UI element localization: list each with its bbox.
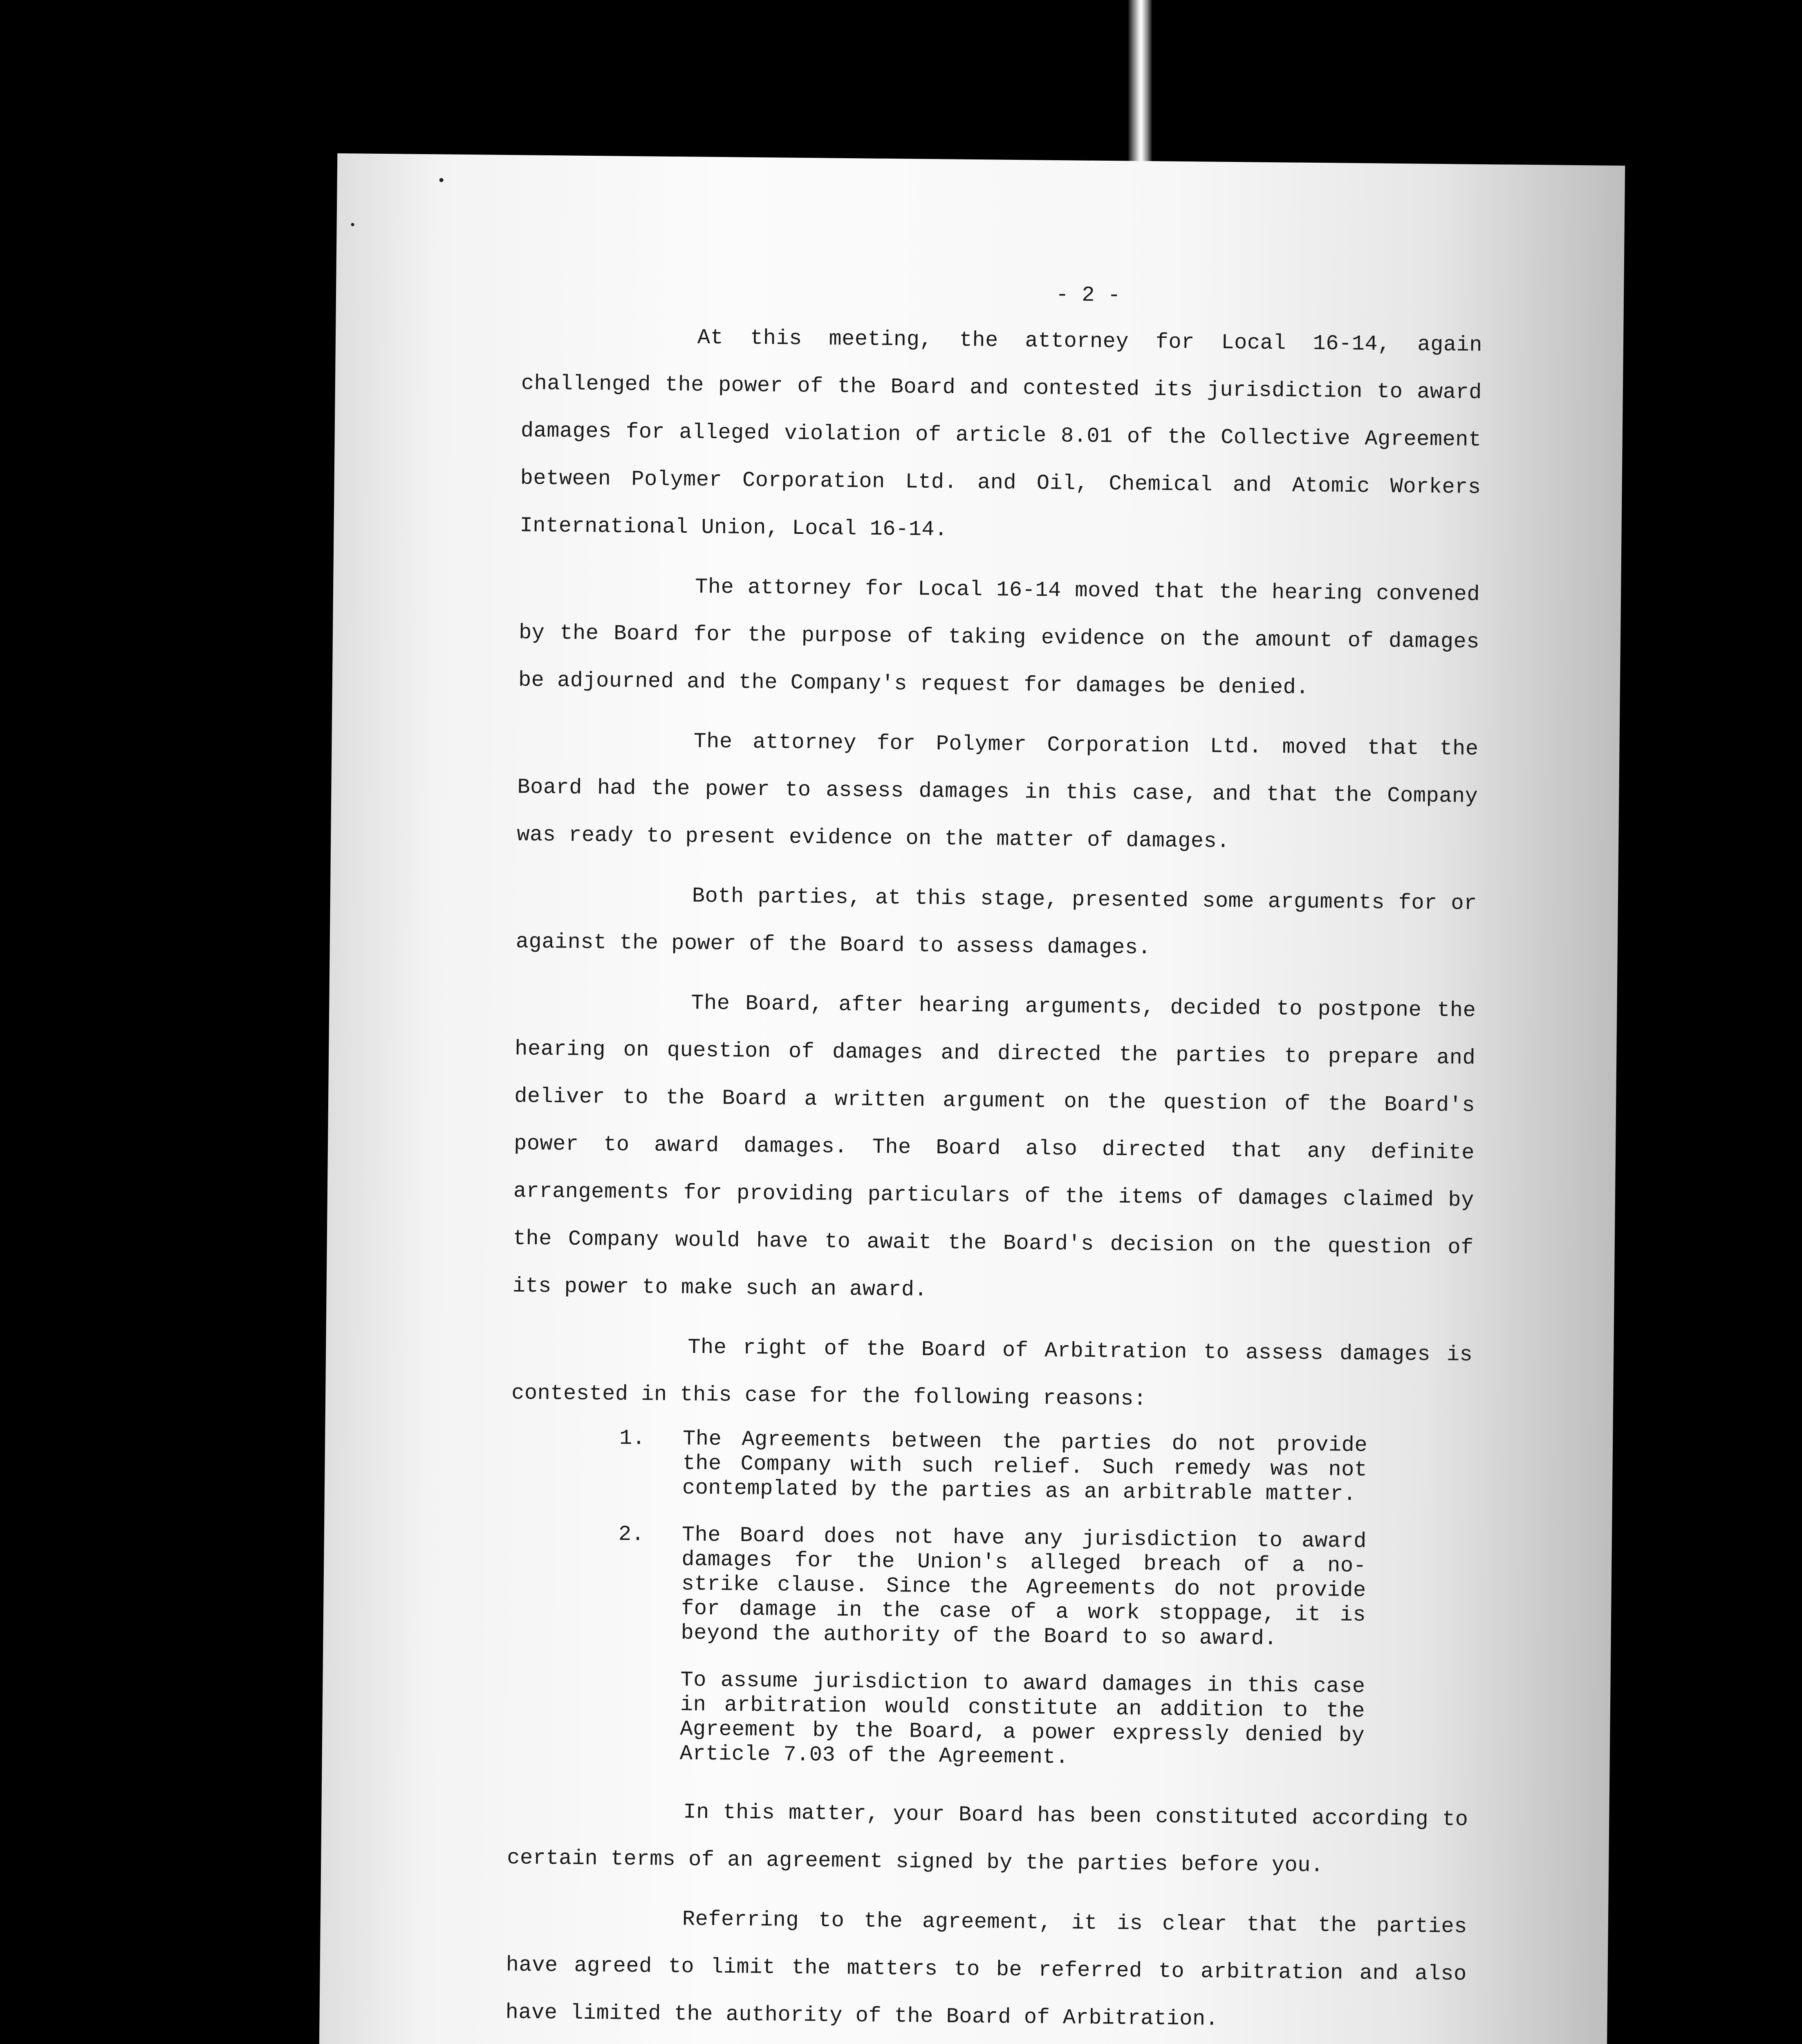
reason-text: The Board does not have any jurisdiction to award damages for the Union's alleged breach of a no-strike clause. Since the Agreements do not provide for damage in the case of a work stoppage, it is beyond the authority of the Board to so award.: [681, 1523, 1367, 1651]
page-speck: [439, 178, 444, 182]
page-number: - 2 -: [1056, 282, 1121, 308]
paragraph: Both parties, at this stage, presented some arguments for or against the power of the Board to assess damages.: [515, 884, 1477, 960]
paragraph: The Board, after hearing arguments, decided to postpone the hearing on question of damages and directed the parties to prepare and deliver to the Board a written argument on the question of the Board's power to award damages. The Board also directed that any definite arrangements for providing particulars of the items of damages claimed by the Company would have to await the Board's decision on the question of its power to make such an award.: [512, 991, 1476, 1302]
reason-number: 1.: [619, 1426, 645, 1451]
paragraph: The attorney for Polymer Corporation Ltd. moved that the Board had the power to assess damages in this case, and that the Company was ready to present evidence on the matter of damages.: [517, 729, 1479, 854]
reason-number: 2.: [618, 1522, 645, 1547]
paragraph: Referring to the agreement, it is clear that the parties have agreed to limit the matters to be referred to arbitration and also have limited the authority of the Board of Arbitration.: [505, 1907, 1468, 2031]
paragraph: The attorney for Local 16-14 moved that the hearing convened by the Board for the purpose of taking evidence on the amount of damages be adjourned and the Company's request for damages be denied.: [518, 575, 1480, 700]
paragraph: In this matter, your Board has been constituted according to certain terms of an agreement signed by the parties before you.: [507, 1800, 1468, 1878]
page-speck: [351, 223, 354, 226]
reason-note: To assume jurisdiction to award damages in this case in arbitration would constitute an addition to the Agreement by the Board, a power expressly denied by Article 7.03 of the Agreement.: [679, 1668, 1365, 1770]
film-strip-top: [1128, 0, 1152, 180]
reasons-list: [508, 1425, 1368, 1773]
reason-item: [617, 1522, 1367, 1652]
paragraph: At this meeting, the attorney for Local 16-14, again challenged the power of the Board and contested its jurisdiction to award damages for alleged violation of article 8.01 of the Collective Agreement between Polymer Corporation Ltd. and Oil, Chemical and Atomic Workers International Union, Local 16-14.: [520, 325, 1483, 542]
reason-item: [619, 1426, 1368, 1507]
document-page: [317, 153, 1625, 2044]
reason-text: The Agreements between the parties do not provide the Company with such relief. Such remedy was not contemplated by the parties as an arbitrable matter.: [682, 1427, 1368, 1507]
paragraph: The right of the Board of Arbitration to assess damages is contested in this case for the following reasons:: [511, 1335, 1473, 1412]
document-body: [505, 271, 1483, 2044]
